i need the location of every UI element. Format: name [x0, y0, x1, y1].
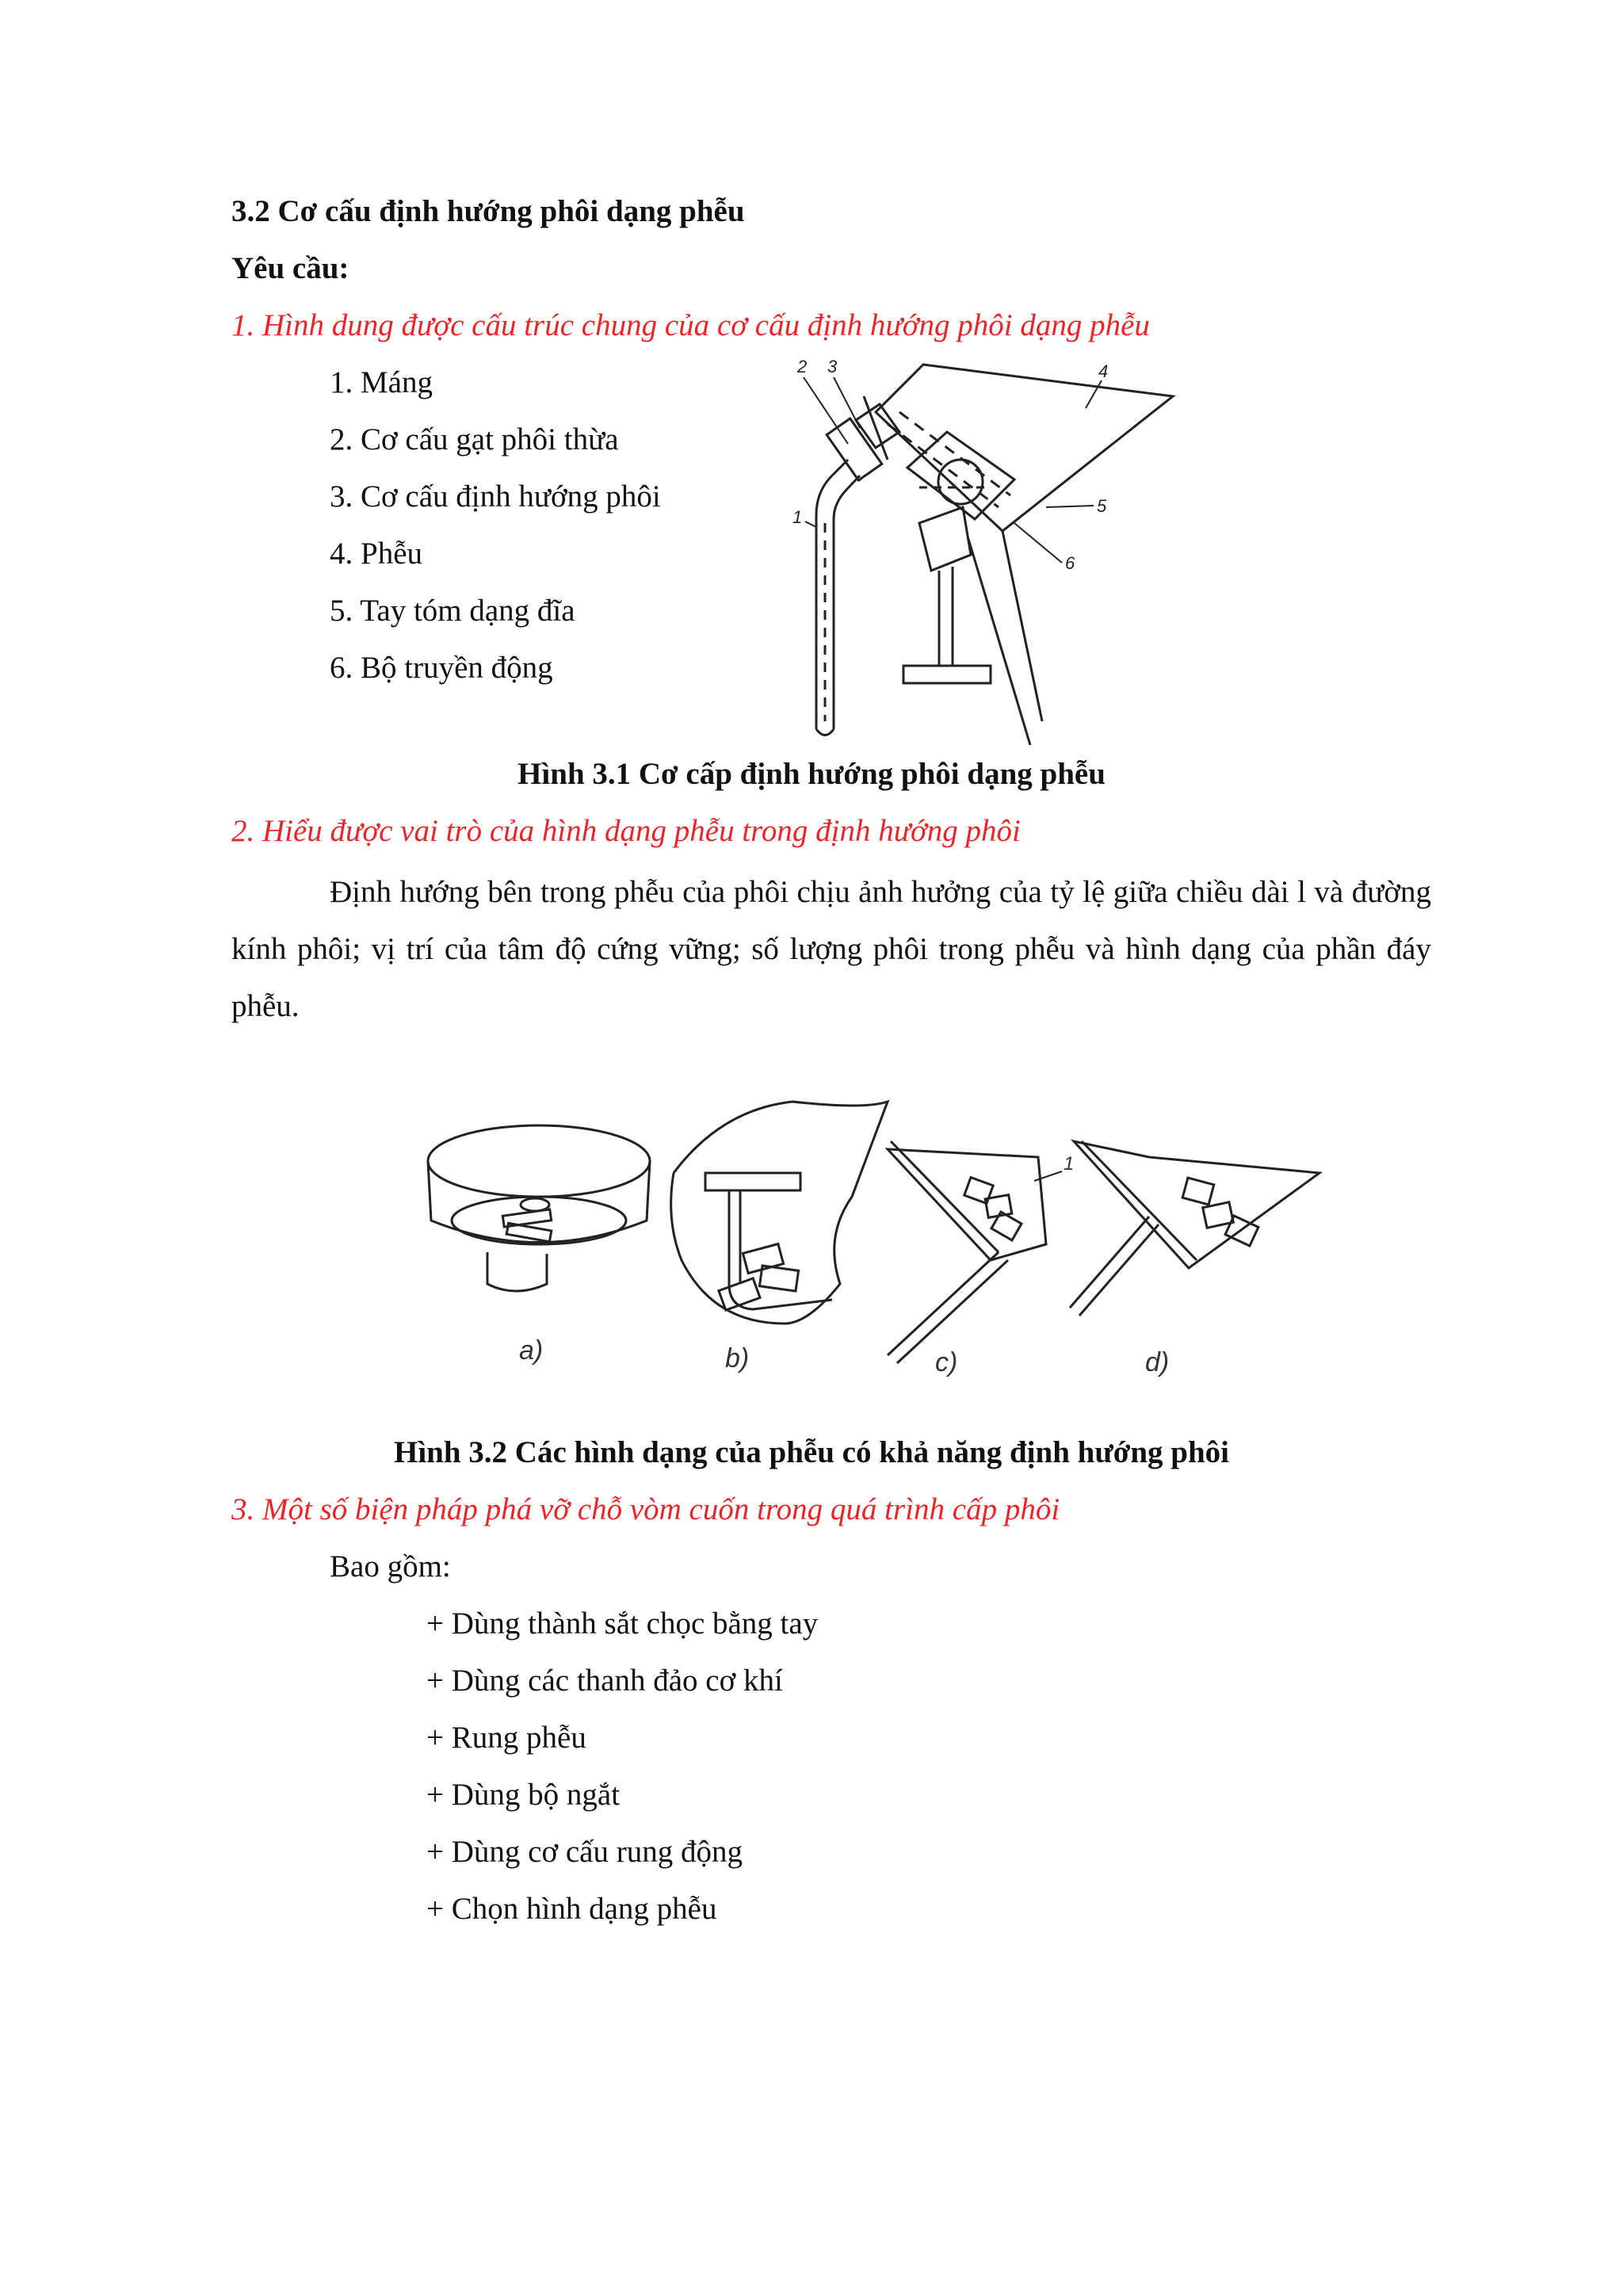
list-item: + Rung phễu: [426, 1721, 586, 1755]
figure-3-1-drawing: [761, 349, 1205, 753]
list-item: + Chọn hình dạng phễu: [426, 1892, 717, 1926]
figure-label: 1: [1064, 1153, 1075, 1175]
objective-1-title: 1. Hình dung được cấu trúc chung của cơ cấu định hướng phôi dạng phễu: [231, 308, 1150, 342]
figure-label: a): [519, 1335, 544, 1366]
figure-label: b): [725, 1343, 750, 1373]
list-item: 4. Phễu: [330, 537, 422, 571]
figure-3-1-caption: Hình 3.1 Cơ cấp định hướng phôi dạng phễu: [517, 757, 1106, 791]
figure-label: 3: [827, 357, 838, 376]
list-item: + Dùng bộ ngắt: [426, 1778, 621, 1812]
objective-2-title: 2. Hiểu được vai trò của hình dạng phễu trong định hướng phôi: [231, 814, 1021, 848]
list-item: 2. Cơ cấu gạt phôi thừa: [330, 422, 619, 457]
figure-3-2-drawing: [412, 1086, 1323, 1403]
figure-label: 5: [1097, 496, 1107, 516]
figure-label: c): [935, 1347, 958, 1377]
list-item: 1. Máng: [330, 365, 433, 399]
figure-label: 4: [1098, 361, 1109, 381]
objective-3-title: 3. Một số biện pháp phá vỡ chỗ vòm cuốn trong quá trình cấp phôi: [231, 1492, 1060, 1526]
figure-label: 2: [797, 357, 808, 376]
figure-3-2-caption: Hình 3.2 Các hình dạng của phễu có khả năng định hướng phôi: [393, 1435, 1229, 1469]
list-item: + Dùng cơ cấu rung động: [426, 1835, 743, 1869]
list-item: 5. Tay tóm dạng đĩa: [330, 594, 575, 628]
list-item: 3. Cơ cấu định hướng phôi: [330, 479, 661, 514]
list-item: 6. Bộ truyền động: [330, 651, 553, 685]
section-title: 3.2 Cơ cấu định hướng phôi dạng phễu: [231, 194, 745, 228]
list-item: + Dùng thành sắt chọc bằng tay: [426, 1606, 819, 1641]
requirements-label: Yêu cầu:: [231, 251, 349, 285]
figure-label: 6: [1065, 553, 1075, 573]
list-item: + Dùng các thanh đảo cơ khí: [426, 1664, 783, 1698]
figure-label: 1: [792, 507, 803, 527]
figure-label: d): [1145, 1347, 1170, 1377]
body-paragraph: Định hướng bên trong phễu của phôi chịu ảnh hưởng của tỷ lệ giữa chiều dài l và đường kính phôi; vị trí của tâm độ cứng vững; số lượng phôi trong phễu và hình dạng của phần đáy phễu.: [231, 875, 1431, 1023]
list-intro: Bao gồm:: [330, 1549, 451, 1584]
